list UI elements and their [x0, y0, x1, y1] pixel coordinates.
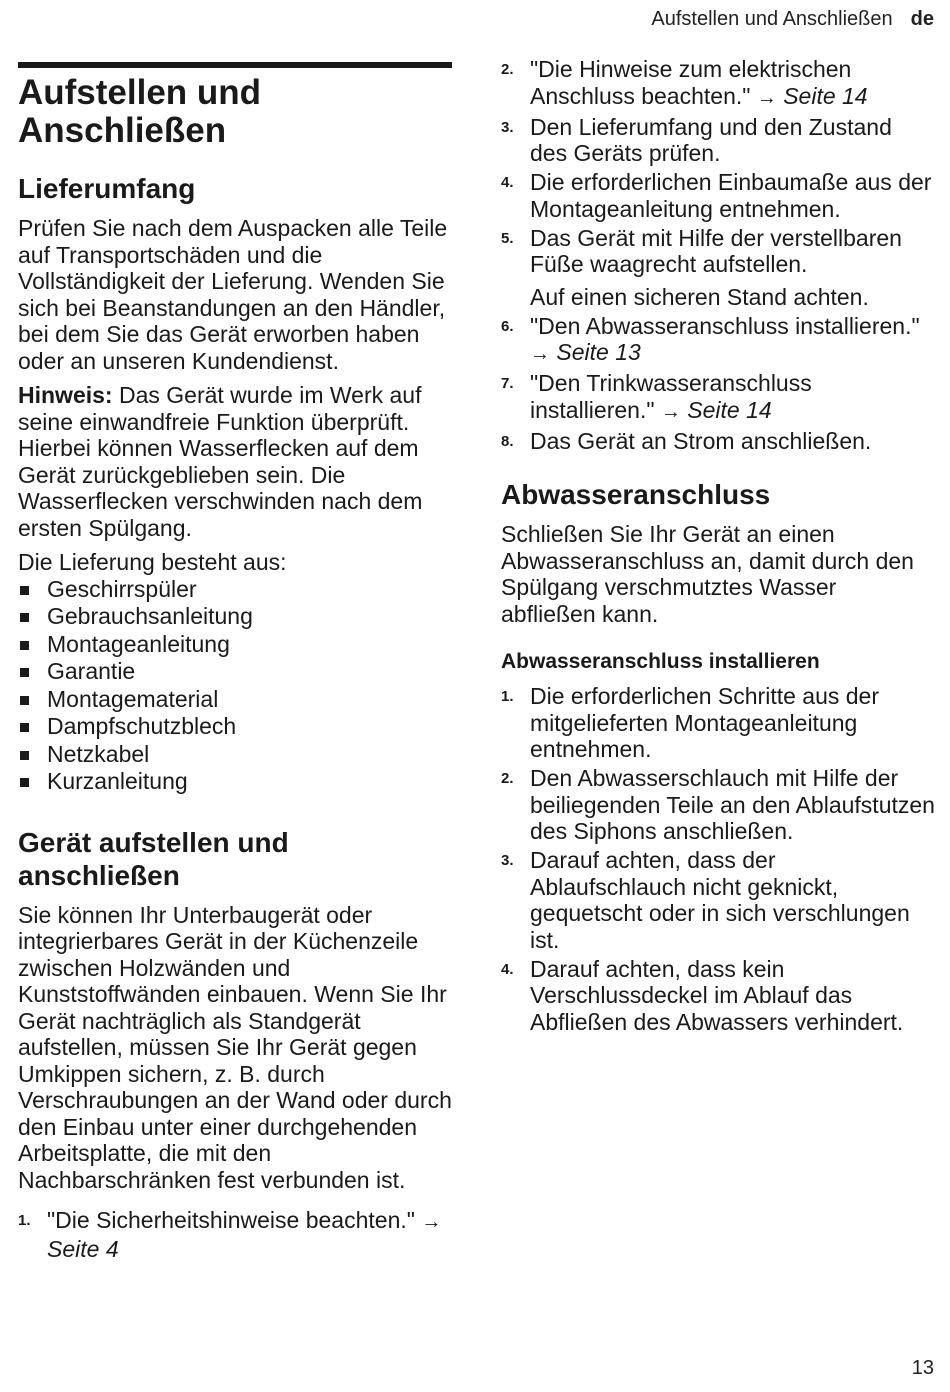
- step-text: Die erforderlichen Schritte aus der mitgelieferten Montageanleitung entnehmen.: [530, 683, 879, 762]
- step-text: "Den Trinkwasseranschluss installieren.": [530, 370, 812, 423]
- list-item: Montagematerial: [18, 686, 452, 714]
- step-number: 4.: [501, 174, 514, 191]
- step-text: "Den Abwasseranschluss installieren.": [530, 312, 920, 339]
- heading-lieferumfang: Lieferumfang: [18, 173, 196, 204]
- step-number: 5.: [501, 229, 514, 247]
- step-number: 3.: [501, 118, 514, 136]
- aufstellen-steps: [18, 1207, 452, 1262]
- list-item: Gebrauchsanleitung: [18, 603, 452, 631]
- step-item: [501, 765, 935, 845]
- arrow-right-icon: →: [530, 343, 550, 365]
- note-paragraph: [18, 382, 452, 541]
- step-item: [501, 428, 935, 455]
- step-text: Die erforderlichen Einbaumaße aus der Montageanleitung entnehmen.: [530, 169, 932, 222]
- delivery-items-list: [18, 576, 452, 796]
- step-text: Darauf achten, dass kein Verschlussdeckel im Ablauf das Abfließen des Abwassers verhindert.: [530, 955, 904, 1035]
- step-text: "Die Sicherheitshinweise beachten.": [47, 1207, 422, 1233]
- list-item: Dampfschutzblech: [18, 713, 452, 741]
- step-number: 7.: [501, 375, 514, 392]
- step-item: [501, 114, 935, 167]
- running-header: [651, 8, 934, 31]
- step-text: Das Gerät mit Hilfe der verstellbaren Füße waagrecht aufstellen.: [530, 224, 902, 277]
- step-item: [501, 956, 935, 1036]
- step-text: "Die Hinweise zum elektrischen Anschluss beachten.": [530, 56, 852, 109]
- step-text: Den Abwasserschlauch mit Hilfe der beiliegenden Teile an den Ablaufstutzen des Siphons anschließen.: [530, 765, 935, 844]
- abwasser-paragraph: Schließen Sie Ihr Gerät an einen Abwasseranschluss an, damit durch den Spülgang verschmutztes Wasser abfließen kann.: [501, 521, 914, 627]
- aufstellen-steps-continued: [501, 56, 935, 454]
- list-item: Garantie: [18, 658, 452, 686]
- step-item: [18, 1207, 452, 1262]
- heading-abwasser-installieren: Abwasseranschluss installieren: [501, 650, 820, 673]
- step-item: [501, 225, 935, 311]
- arrow-right-icon: →: [660, 400, 681, 423]
- page-reference-link[interactable]: Seite 4: [47, 1235, 119, 1262]
- running-header-section: Aufstellen und Anschließen: [651, 8, 893, 30]
- page-reference-link[interactable]: Seite 13: [556, 339, 641, 365]
- delivery-list-intro: Die Lieferung besteht aus:: [18, 549, 287, 575]
- step-number: 3.: [501, 852, 514, 869]
- list-item: Netzkabel: [18, 741, 452, 769]
- step-item: [501, 847, 935, 953]
- page-number: 13: [911, 1357, 934, 1379]
- step-number: 8.: [501, 432, 514, 450]
- lieferumfang-paragraph: Prüfen Sie nach dem Auspacken alle Teile auf Transportschäden und die Vollständigkeit der Lieferung. Wenden Sie sich bei Beanstandungen an den Händler, bei dem Sie das Gerät erworben haben oder an unseren Kundendienst.: [18, 215, 448, 374]
- step-number: 6.: [501, 317, 514, 335]
- page-reference-link[interactable]: Seite 14: [783, 82, 868, 109]
- heading-geraet-aufstellen: Gerät aufstellen und anschließen: [18, 826, 289, 891]
- page-reference-link[interactable]: Seite 14: [687, 396, 772, 423]
- step-item: [501, 169, 935, 222]
- abwasser-steps: [501, 683, 935, 1035]
- arrow-right-icon: →: [756, 86, 777, 109]
- step-text: Den Lieferumfang und den Zustand des Geräts prüfen.: [530, 113, 892, 166]
- heading-abwasseranschluss: Abwasseranschluss: [501, 479, 771, 510]
- title-rule: [18, 62, 452, 68]
- step-number: 4.: [501, 960, 514, 978]
- left-column: [18, 62, 452, 1288]
- step-item: [501, 370, 935, 425]
- step-subnote: Auf einen sicheren Stand achten.: [530, 283, 869, 310]
- right-column: [501, 56, 935, 1061]
- step-text: Das Gerät an Strom anschließen.: [530, 427, 872, 454]
- list-item: Geschirrspüler: [18, 576, 452, 604]
- note-text: Das Gerät wurde im Werk auf seine einwandfreie Funktion überprüft. Hierbei können Wasserflecken auf dem Gerät zurückgeblieben sein. Die Wasserflecken verschwinden nach dem ersten Spülgang.: [18, 382, 423, 541]
- step-number: 1.: [501, 688, 514, 705]
- aufstellen-paragraph: Sie können Ihr Unterbaugerät oder integrierbares Gerät in der Küchenzeile zwischen Holzwänden und Kunststoffwänden einbauen. Wenn Sie Ihr Gerät nachträglich als Standgerät aufstellen, müssen Sie Ihr Gerät gegen Umkippen sichern, z. B. durch Verschraubungen an der Wand oder durch den Einbau unter einer durchgehenden Arbeitsplatte, die mit den Nachbarschränken fest verbunden ist.: [18, 901, 452, 1193]
- note-label: Hinweis:: [18, 382, 113, 408]
- step-number: 1.: [18, 1212, 31, 1229]
- step-item: [501, 313, 935, 368]
- arrow-right-icon: →: [421, 1211, 442, 1233]
- step-text: Darauf achten, dass der Ablaufschlauch nicht geknickt, gequetscht oder in sich verschlungen ist.: [530, 847, 910, 953]
- step-item: [501, 683, 935, 763]
- language-code: de: [910, 8, 934, 30]
- step-number: 2.: [501, 61, 514, 78]
- list-item: Kurzanleitung: [18, 768, 452, 796]
- step-item: [501, 56, 935, 111]
- step-number: 2.: [501, 770, 514, 787]
- list-item: Montageanleitung: [18, 631, 452, 659]
- chapter-title: Aufstellen und Anschließen: [18, 73, 262, 150]
